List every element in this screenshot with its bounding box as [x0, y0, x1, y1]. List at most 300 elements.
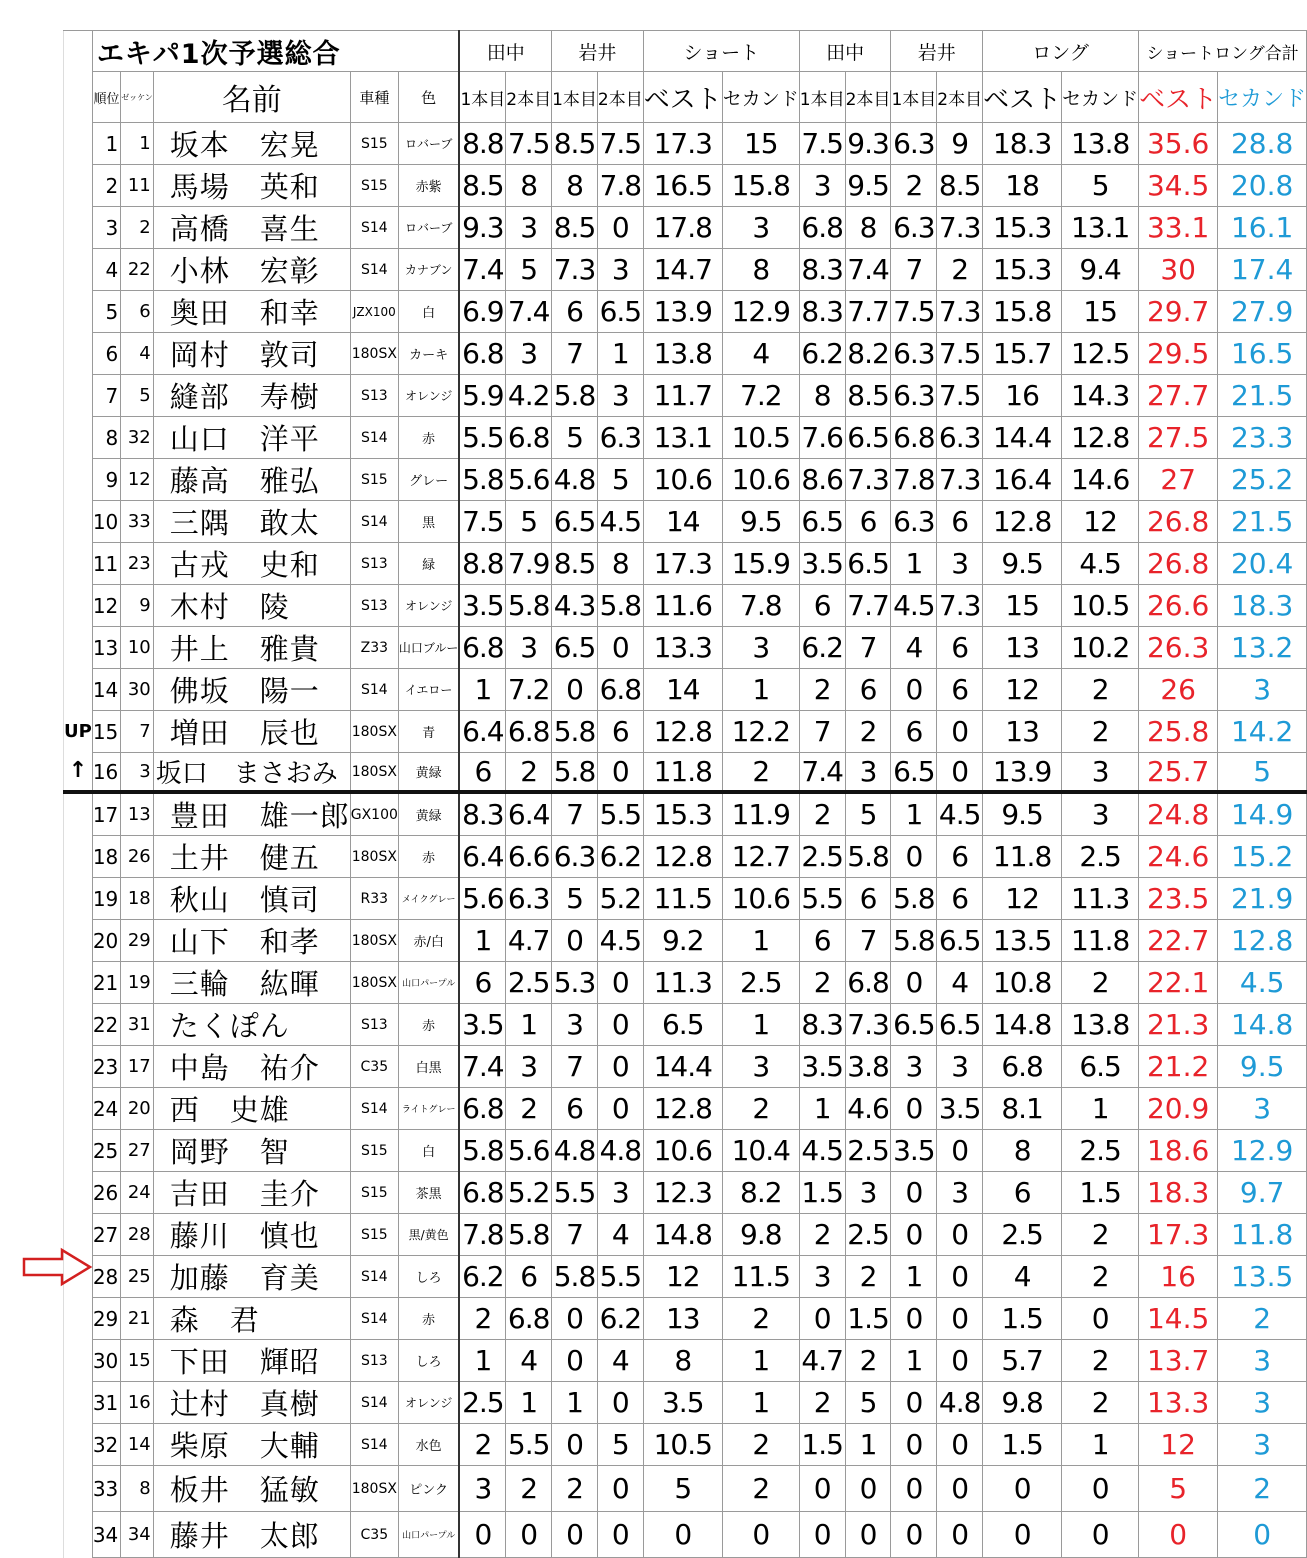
rank-cell: 3	[92, 207, 120, 249]
iwai-long-run2-cell: 0	[937, 753, 983, 793]
table-row	[64, 1214, 1307, 1256]
iwai-long-run2-cell: 3	[937, 543, 983, 585]
total-second-cell: 14.8	[1218, 1004, 1307, 1046]
iwai-short-run1-cell: 7	[552, 1046, 598, 1088]
rank-cell: 30	[92, 1340, 120, 1382]
name-cell: 佛坂 陽一	[153, 669, 350, 711]
table-row	[64, 1512, 1307, 1558]
tanaka-short-run1-cell: 7.4	[459, 1046, 505, 1088]
iwai-short-run2-cell: 4	[597, 1340, 643, 1382]
iwai-long-run2-cell: 7.5	[937, 375, 983, 417]
bib-cell: 8	[121, 1466, 153, 1512]
iwai-long-run1-cell: 6.3	[891, 501, 937, 543]
group-tanaka-short: 田中	[459, 31, 551, 72]
long-best-cell: 6.8	[983, 1046, 1062, 1088]
name-cell: 木村 陵	[153, 585, 350, 627]
rank-cell: 12	[92, 585, 120, 627]
tanaka-short-run1-cell: 2	[459, 1298, 505, 1340]
iwai-short-run1-cell: 6	[552, 1088, 598, 1130]
short-second-cell: 3	[722, 207, 799, 249]
edge-cell	[64, 920, 93, 962]
tanaka-long-run1-cell: 6	[799, 920, 845, 962]
long-best-cell: 4	[983, 1256, 1062, 1298]
short-best-cell: 14	[643, 669, 722, 711]
color-cell: 青	[398, 711, 459, 753]
short-best-cell: 11.5	[643, 878, 722, 920]
tanaka-long-run1-cell: 0	[799, 1466, 845, 1512]
short-best-cell: 12.8	[643, 711, 722, 753]
long-best-cell: 6	[983, 1172, 1062, 1214]
table-row	[64, 1256, 1307, 1298]
edge-cell	[64, 207, 93, 249]
edge-cell	[64, 1382, 93, 1424]
short-second-cell: 7.8	[722, 585, 799, 627]
header-best: ベスト	[643, 72, 722, 123]
total-second-cell: 21.5	[1218, 501, 1307, 543]
short-best-cell: 13.3	[643, 627, 722, 669]
iwai-short-run2-cell: 6.3	[597, 417, 643, 459]
iwai-long-run1-cell: 3	[891, 1046, 937, 1088]
bib-cell: 19	[121, 962, 153, 1004]
car-cell: S14	[350, 249, 398, 291]
total-second-cell: 18.3	[1218, 585, 1307, 627]
tanaka-long-run2-cell: 0	[845, 1466, 891, 1512]
iwai-long-run1-cell: 0	[891, 1298, 937, 1340]
iwai-short-run1-cell: 8	[552, 165, 598, 207]
iwai-short-run2-cell: 0	[597, 1046, 643, 1088]
tanaka-short-run2-cell: 7.9	[506, 543, 552, 585]
tanaka-short-run2-cell: 7.5	[506, 123, 552, 165]
iwai-long-run2-cell: 6	[937, 501, 983, 543]
short-best-cell: 10.6	[643, 459, 722, 501]
iwai-short-run2-cell: 5.5	[597, 1256, 643, 1298]
short-second-cell: 12.9	[722, 291, 799, 333]
header-run1: 1本目	[891, 72, 937, 123]
iwai-long-run2-cell: 0	[937, 1340, 983, 1382]
group-tanaka-long: 田中	[799, 31, 891, 72]
bib-cell: 9	[121, 585, 153, 627]
iwai-short-run1-cell: 0	[552, 669, 598, 711]
tanaka-long-run1-cell: 7.4	[799, 753, 845, 793]
long-second-cell: 14.3	[1062, 375, 1139, 417]
short-second-cell: 1	[722, 1382, 799, 1424]
color-cell: 山口パープル	[398, 1512, 459, 1558]
iwai-short-run2-cell: 8	[597, 543, 643, 585]
total-best-cell: 24.8	[1139, 792, 1218, 836]
iwai-long-run2-cell: 6	[937, 878, 983, 920]
tanaka-short-run2-cell: 5.2	[506, 1172, 552, 1214]
name-cell: 高橋 喜生	[153, 207, 350, 249]
table-row	[64, 459, 1307, 501]
name-cell: 古戎 史和	[153, 543, 350, 585]
tanaka-short-run1-cell: 5.5	[459, 417, 505, 459]
bib-cell: 23	[121, 543, 153, 585]
bib-cell: 4	[121, 333, 153, 375]
iwai-long-run2-cell: 0	[937, 1424, 983, 1466]
long-best-cell: 9.5	[983, 792, 1062, 836]
table-row	[64, 1130, 1307, 1172]
iwai-long-run1-cell: 3.5	[891, 1130, 937, 1172]
edge-cell	[64, 585, 93, 627]
iwai-short-run1-cell: 7.3	[552, 249, 598, 291]
car-cell: 180SX	[350, 1466, 398, 1512]
car-cell: S14	[350, 501, 398, 543]
tanaka-short-run1-cell: 3.5	[459, 585, 505, 627]
short-second-cell: 1	[722, 1004, 799, 1046]
tanaka-long-run1-cell: 1	[799, 1088, 845, 1130]
short-second-cell: 11.9	[722, 792, 799, 836]
long-second-cell: 3	[1062, 753, 1139, 793]
iwai-short-run1-cell: 6.3	[552, 836, 598, 878]
tanaka-short-run2-cell: 7.2	[506, 669, 552, 711]
tanaka-short-run1-cell: 6.8	[459, 1172, 505, 1214]
long-second-cell: 5	[1062, 165, 1139, 207]
bib-cell: 17	[121, 1046, 153, 1088]
tanaka-long-run2-cell: 1.5	[845, 1298, 891, 1340]
tanaka-short-run1-cell: 6	[459, 962, 505, 1004]
iwai-long-run2-cell: 7.5	[937, 333, 983, 375]
table-row	[64, 1088, 1307, 1130]
group-short: ショート	[643, 31, 799, 72]
iwai-short-run2-cell: 6.8	[597, 669, 643, 711]
color-cell: イエロー	[398, 669, 459, 711]
tanaka-long-run2-cell: 0	[845, 1512, 891, 1558]
total-second-cell: 9.7	[1218, 1172, 1307, 1214]
short-best-cell: 3.5	[643, 1382, 722, 1424]
tanaka-short-run1-cell: 6	[459, 753, 505, 793]
car-cell: S14	[350, 669, 398, 711]
tanaka-short-run2-cell: 6.3	[506, 878, 552, 920]
car-cell: S15	[350, 165, 398, 207]
header-run2: 2本目	[506, 72, 552, 123]
iwai-short-run2-cell: 0	[597, 1512, 643, 1558]
tanaka-short-run1-cell: 7.5	[459, 501, 505, 543]
total-second-cell: 20.4	[1218, 543, 1307, 585]
short-best-cell: 17.3	[643, 543, 722, 585]
long-best-cell: 15.7	[983, 333, 1062, 375]
table-row	[64, 165, 1307, 207]
total-best-cell: 27	[1139, 459, 1218, 501]
tanaka-long-run1-cell: 0	[799, 1512, 845, 1558]
long-second-cell: 1	[1062, 1424, 1139, 1466]
long-best-cell: 10.8	[983, 962, 1062, 1004]
iwai-long-run1-cell: 0	[891, 836, 937, 878]
long-best-cell: 12	[983, 878, 1062, 920]
header-best: ベスト	[983, 72, 1062, 123]
total-best-cell: 12	[1139, 1424, 1218, 1466]
tanaka-short-run2-cell: 6.6	[506, 836, 552, 878]
table-row	[64, 585, 1307, 627]
name-cell: 豊田 雄一郎	[153, 792, 350, 836]
header-total-best: ベスト	[1139, 72, 1218, 123]
column-header-row	[64, 72, 1307, 123]
tanaka-long-run1-cell: 5.5	[799, 878, 845, 920]
total-second-cell: 3	[1218, 1340, 1307, 1382]
iwai-long-run2-cell: 4.8	[937, 1382, 983, 1424]
long-second-cell: 1	[1062, 1088, 1139, 1130]
tanaka-long-run2-cell: 7.3	[845, 459, 891, 501]
long-best-cell: 1.5	[983, 1424, 1062, 1466]
color-cell: 白	[398, 291, 459, 333]
short-best-cell: 8	[643, 1340, 722, 1382]
tanaka-short-run2-cell: 0	[506, 1512, 552, 1558]
name-cell: 山下 和孝	[153, 920, 350, 962]
tanaka-short-run1-cell: 6.4	[459, 711, 505, 753]
short-second-cell: 3	[722, 627, 799, 669]
color-cell: オレンジ	[398, 1382, 459, 1424]
short-best-cell: 11.7	[643, 375, 722, 417]
name-cell: 三隅 敢太	[153, 501, 350, 543]
tanaka-long-run2-cell: 7.3	[845, 1004, 891, 1046]
long-second-cell: 4.5	[1062, 543, 1139, 585]
iwai-short-run1-cell: 2	[552, 1466, 598, 1512]
name-cell: 縫部 寿樹	[153, 375, 350, 417]
tanaka-long-run2-cell: 8	[845, 207, 891, 249]
tanaka-long-run1-cell: 8.3	[799, 1004, 845, 1046]
total-second-cell: 12.9	[1218, 1130, 1307, 1172]
tanaka-short-run2-cell: 6.8	[506, 711, 552, 753]
short-best-cell: 9.2	[643, 920, 722, 962]
total-best-cell: 18.6	[1139, 1130, 1218, 1172]
iwai-short-run1-cell: 6	[552, 291, 598, 333]
rank-cell: 28	[92, 1256, 120, 1298]
iwai-long-run1-cell: 6.8	[891, 417, 937, 459]
rank-cell: 17	[92, 792, 120, 836]
rank-cell: 9	[92, 459, 120, 501]
long-second-cell: 0	[1062, 1298, 1139, 1340]
rank-cell: 18	[92, 836, 120, 878]
tanaka-short-run1-cell: 5.8	[459, 1130, 505, 1172]
total-second-cell: 2	[1218, 1466, 1307, 1512]
rank-cell: 14	[92, 669, 120, 711]
car-cell: S15	[350, 1130, 398, 1172]
edge-cell	[64, 459, 93, 501]
iwai-long-run2-cell: 6	[937, 669, 983, 711]
total-second-cell: 4.5	[1218, 962, 1307, 1004]
iwai-short-run1-cell: 0	[552, 1424, 598, 1466]
car-cell: S13	[350, 375, 398, 417]
name-cell: 馬場 英和	[153, 165, 350, 207]
table-row	[64, 836, 1307, 878]
tanaka-long-run1-cell: 2	[799, 1382, 845, 1424]
long-best-cell: 14.4	[983, 417, 1062, 459]
short-second-cell: 2.5	[722, 962, 799, 1004]
name-cell: 奥田 和幸	[153, 291, 350, 333]
tanaka-long-run2-cell: 6	[845, 669, 891, 711]
edge-cell	[64, 792, 93, 836]
iwai-long-run1-cell: 1	[891, 543, 937, 585]
name-cell: 西 史雄	[153, 1088, 350, 1130]
iwai-long-run1-cell: 7.8	[891, 459, 937, 501]
iwai-short-run1-cell: 7	[552, 792, 598, 836]
tanaka-short-run2-cell: 3	[506, 627, 552, 669]
header-second: セカンド	[1062, 72, 1139, 123]
table-row	[64, 920, 1307, 962]
tanaka-short-run1-cell: 6.8	[459, 1088, 505, 1130]
short-second-cell: 15.8	[722, 165, 799, 207]
long-second-cell: 11.8	[1062, 920, 1139, 962]
long-best-cell: 13	[983, 627, 1062, 669]
tanaka-long-run1-cell: 3.5	[799, 543, 845, 585]
edge-cell	[64, 1340, 93, 1382]
iwai-short-run1-cell: 5.8	[552, 753, 598, 793]
iwai-short-run1-cell: 8.5	[552, 207, 598, 249]
short-second-cell: 2	[722, 1088, 799, 1130]
color-cell: 赤/白	[398, 920, 459, 962]
color-cell: カナブン	[398, 249, 459, 291]
iwai-short-run1-cell: 0	[552, 1512, 598, 1558]
total-best-cell: 27.5	[1139, 417, 1218, 459]
edge-cell	[64, 962, 93, 1004]
iwai-short-run1-cell: 5	[552, 878, 598, 920]
iwai-long-run1-cell: 0	[891, 962, 937, 1004]
short-best-cell: 12.8	[643, 1088, 722, 1130]
tanaka-short-run2-cell: 2	[506, 1466, 552, 1512]
tanaka-short-run2-cell: 3	[506, 333, 552, 375]
tanaka-short-run1-cell: 8.5	[459, 165, 505, 207]
total-best-cell: 20.9	[1139, 1088, 1218, 1130]
color-cell: オレンジ	[398, 585, 459, 627]
rank-cell: 34	[92, 1512, 120, 1558]
total-second-cell: 25.2	[1218, 459, 1307, 501]
table-row	[64, 375, 1307, 417]
table-row	[64, 333, 1307, 375]
color-cell: 黒/黄色	[398, 1214, 459, 1256]
long-second-cell: 12	[1062, 501, 1139, 543]
iwai-long-run1-cell: 7.5	[891, 291, 937, 333]
short-second-cell: 10.6	[722, 878, 799, 920]
total-best-cell: 21.2	[1139, 1046, 1218, 1088]
tanaka-long-run1-cell: 2	[799, 669, 845, 711]
color-cell: しろ	[398, 1256, 459, 1298]
short-second-cell: 9.8	[722, 1214, 799, 1256]
hollow-right-arrow-icon	[22, 1247, 94, 1287]
iwai-short-run1-cell: 0	[552, 1298, 598, 1340]
tanaka-long-run1-cell: 1.5	[799, 1424, 845, 1466]
iwai-short-run2-cell: 0	[597, 1382, 643, 1424]
short-best-cell: 11.3	[643, 962, 722, 1004]
tanaka-short-run2-cell: 4.7	[506, 920, 552, 962]
long-best-cell: 15.8	[983, 291, 1062, 333]
bib-cell: 12	[121, 459, 153, 501]
bib-cell: 26	[121, 836, 153, 878]
tanaka-short-run2-cell: 6.8	[506, 1298, 552, 1340]
long-best-cell: 0	[983, 1466, 1062, 1512]
iwai-short-run2-cell: 4	[597, 1214, 643, 1256]
tanaka-short-run2-cell: 5	[506, 249, 552, 291]
long-second-cell: 12.5	[1062, 333, 1139, 375]
short-second-cell: 10.6	[722, 459, 799, 501]
iwai-short-run1-cell: 5.8	[552, 711, 598, 753]
bib-cell: 32	[121, 417, 153, 459]
tanaka-long-run1-cell: 6.2	[799, 627, 845, 669]
edge-cell	[64, 417, 93, 459]
iwai-long-run2-cell: 3	[937, 1172, 983, 1214]
short-best-cell: 13.9	[643, 291, 722, 333]
car-cell: JZX100	[350, 291, 398, 333]
name-cell: 岡野 智	[153, 1130, 350, 1172]
long-best-cell: 1.5	[983, 1298, 1062, 1340]
iwai-long-run1-cell: 0	[891, 1382, 937, 1424]
iwai-long-run1-cell: 6.3	[891, 375, 937, 417]
tanaka-long-run1-cell: 7.5	[799, 123, 845, 165]
table-row	[64, 1298, 1307, 1340]
tanaka-short-run1-cell: 6.4	[459, 836, 505, 878]
total-second-cell: 17.4	[1218, 249, 1307, 291]
edge-cell	[64, 1088, 93, 1130]
car-cell: S14	[350, 207, 398, 249]
iwai-short-run2-cell: 1	[597, 333, 643, 375]
name-cell: 坂口 まさおみ	[153, 753, 350, 793]
tanaka-long-run2-cell: 1	[845, 1424, 891, 1466]
long-best-cell: 14.8	[983, 1004, 1062, 1046]
total-second-cell: 3	[1218, 1424, 1307, 1466]
iwai-short-run1-cell: 5.5	[552, 1172, 598, 1214]
tanaka-long-run2-cell: 7	[845, 920, 891, 962]
up-arrow-icon: ↑	[68, 758, 88, 784]
rank-cell: 31	[92, 1382, 120, 1424]
short-second-cell: 11.5	[722, 1256, 799, 1298]
long-best-cell: 16	[983, 375, 1062, 417]
edge-cell	[64, 1172, 93, 1214]
long-second-cell: 12.8	[1062, 417, 1139, 459]
tanaka-long-run1-cell: 2	[799, 1214, 845, 1256]
total-second-cell: 2	[1218, 1298, 1307, 1340]
tanaka-long-run2-cell: 6.5	[845, 543, 891, 585]
table-row	[64, 711, 1307, 753]
color-cell: 白黒	[398, 1046, 459, 1088]
edge-cell	[64, 753, 93, 793]
edge-cell	[64, 31, 93, 72]
iwai-long-run2-cell: 7.3	[937, 459, 983, 501]
table-row	[64, 249, 1307, 291]
table-row	[64, 291, 1307, 333]
iwai-long-run1-cell: 0	[891, 1466, 937, 1512]
iwai-long-run2-cell: 9	[937, 123, 983, 165]
rank-cell: 10	[92, 501, 120, 543]
name-cell: 増田 辰也	[153, 711, 350, 753]
tanaka-short-run1-cell: 8.8	[459, 543, 505, 585]
tanaka-long-run1-cell: 1.5	[799, 1172, 845, 1214]
rank-cell: 25	[92, 1130, 120, 1172]
name-cell: 辻村 真樹	[153, 1382, 350, 1424]
long-best-cell: 15.3	[983, 249, 1062, 291]
short-second-cell: 12.7	[722, 836, 799, 878]
total-best-cell: 14.5	[1139, 1298, 1218, 1340]
iwai-long-run1-cell: 4.5	[891, 585, 937, 627]
iwai-short-run2-cell: 0	[597, 1088, 643, 1130]
table-row	[64, 1340, 1307, 1382]
tanaka-long-run1-cell: 8	[799, 375, 845, 417]
iwai-long-run1-cell: 6.5	[891, 1004, 937, 1046]
edge-cell	[64, 501, 93, 543]
total-second-cell: 5	[1218, 753, 1307, 793]
results-body	[64, 123, 1307, 1558]
car-cell: S13	[350, 543, 398, 585]
long-second-cell: 13.8	[1062, 123, 1139, 165]
car-cell: 180SX	[350, 920, 398, 962]
tanaka-short-run1-cell: 8.8	[459, 123, 505, 165]
iwai-long-run1-cell: 7	[891, 249, 937, 291]
total-best-cell: 26.6	[1139, 585, 1218, 627]
tanaka-long-run1-cell: 7.6	[799, 417, 845, 459]
table-row	[64, 417, 1307, 459]
total-second-cell: 3	[1218, 669, 1307, 711]
name-cell: 三輪 紘暉	[153, 962, 350, 1004]
iwai-long-run2-cell: 6	[937, 836, 983, 878]
long-best-cell: 0	[983, 1512, 1062, 1558]
total-best-cell: 30	[1139, 249, 1218, 291]
